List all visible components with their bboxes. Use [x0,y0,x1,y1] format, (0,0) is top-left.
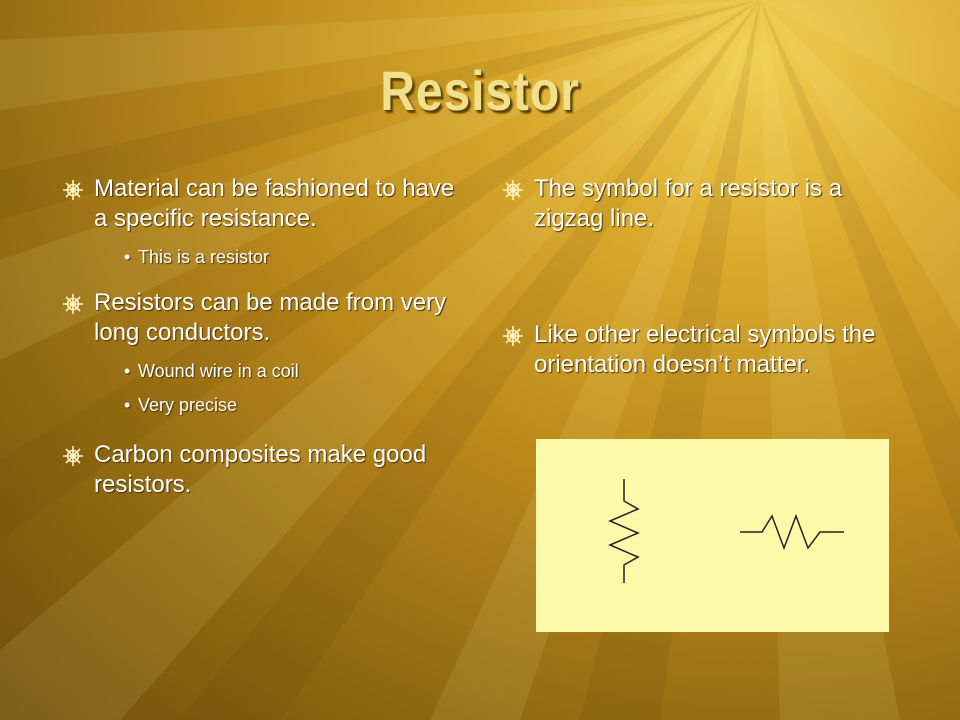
resistor-symbol-panel [536,439,889,632]
bullet-text: Carbon composites make good resistors. [94,441,427,498]
ship-wheel-icon [502,325,524,347]
bullet-item [502,320,892,380]
ship-wheel-icon [62,179,84,201]
bullet-item [62,288,462,416]
bullet-text: The symbol for a resistor is a zigzag line. [534,175,843,232]
bullet-item [62,440,462,500]
ship-wheel-icon [62,293,84,315]
bullet-text: Resistors can be made from very long conductors. [94,289,447,346]
sub-bullet-item: • This is a resistor [124,246,462,268]
sub-bullet-list [94,360,462,416]
bullet-text: Like other electrical symbols the orientation doesn’t matter. [534,321,876,378]
left-bullet-list [62,174,462,500]
ship-wheel-icon [502,179,524,201]
bullet-item [502,174,892,234]
ship-wheel-icon [62,445,84,467]
slide-title: Resistor [380,59,580,122]
vertical-resistor-symbol [610,479,638,583]
bullet-text: Material can be fashioned to have a specific resistance. [94,175,455,232]
bullet-item [62,174,462,268]
right-bullet-list [502,174,892,380]
sub-bullet-item: • Very precise [124,394,462,416]
resistor-symbols [536,439,889,632]
sub-bullet-item: • Wound wire in a coil [124,360,462,382]
horizontal-resistor-symbol [740,516,844,548]
sub-bullet-list [94,246,462,268]
